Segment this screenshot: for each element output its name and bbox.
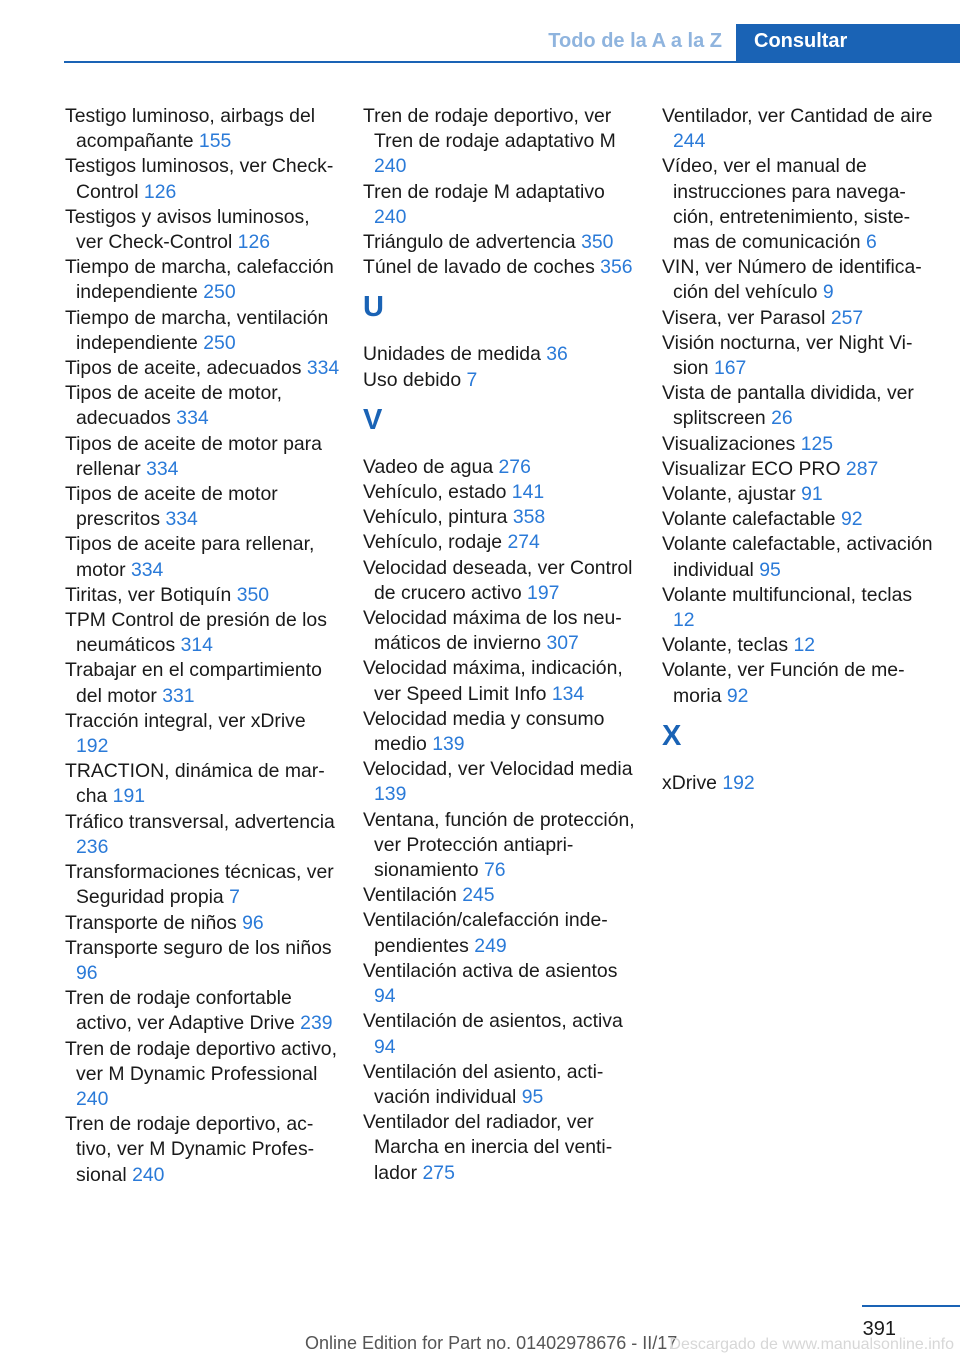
index-column-1 — [65, 104, 341, 1188]
edition-footer: Online Edition for Part no. 01402978676 - II/17 — [305, 1333, 678, 1353]
index-entry — [65, 608, 341, 658]
index-entry — [65, 356, 341, 381]
index-entry-text: Tiempo de marcha, calefacción independiente — [65, 256, 334, 304]
index-entry — [662, 154, 938, 255]
index-entry-text: Tipos de aceite de motor, adecuados — [65, 382, 283, 430]
page-link[interactable]: 236 — [76, 835, 109, 858]
page-link[interactable]: 95 — [759, 558, 781, 581]
index-entry — [65, 583, 341, 608]
index-entry — [363, 757, 639, 807]
page-link[interactable]: 12 — [793, 634, 816, 657]
index-entry — [662, 381, 938, 431]
page-link[interactable]: 141 — [511, 481, 545, 504]
index-entry-text: Túnel de lavado de coches — [363, 256, 595, 279]
index-entry — [65, 1112, 341, 1188]
index-letter-heading: X — [662, 719, 682, 752]
page-link[interactable]: 94 — [374, 985, 396, 1008]
index-letter-heading: U — [363, 291, 384, 324]
index-entry — [65, 709, 341, 759]
index-entry-text: Tren de rodaje confortable activo, ver Adaptive Drive — [65, 987, 295, 1035]
index-entry — [65, 432, 341, 482]
page-link[interactable]: 274 — [507, 531, 540, 554]
index-entry-text: Tracción integral, ver xDrive — [65, 709, 306, 732]
index-entry-text: Volante, ajustar — [662, 483, 796, 506]
index-entry — [662, 331, 938, 381]
index-entry-text: Ventilación/calefacción independientes — [363, 909, 608, 957]
page-link[interactable]: 249 — [474, 934, 507, 957]
index-entry — [662, 482, 938, 507]
page-link[interactable]: 334 — [130, 558, 164, 581]
index-entry-text: Transformaciones técnicas, ver Seguridad propia — [65, 861, 334, 909]
index-entry-text: Unidades de medida — [363, 343, 541, 366]
index-entry-text: Testigo luminoso, airbags del acompañante — [65, 105, 316, 153]
page-link[interactable]: 91 — [801, 483, 823, 506]
index-entry-text: Tren de rodaje M adaptativo — [363, 180, 605, 203]
index-entry-text: Tren de rodaje deportivo, activo, ver M Dynamic Professional — [65, 1113, 315, 1186]
index-entry — [363, 230, 639, 255]
tab-consultar[interactable]: Consultar — [736, 24, 960, 63]
index-entry-text: Visualizar ECO PRO — [662, 457, 841, 480]
page-link[interactable]: 331 — [162, 684, 195, 707]
index-entry — [363, 808, 639, 884]
page-link[interactable]: 356 — [600, 256, 633, 279]
page-link[interactable]: 358 — [512, 506, 546, 529]
index-entry-text: Transporte de niños — [65, 911, 237, 934]
index-entry — [65, 658, 341, 708]
page-link[interactable]: 139 — [432, 733, 465, 756]
index-entry — [363, 1060, 639, 1110]
page-link[interactable]: 192 — [76, 735, 109, 758]
index-entry-text: Transporte seguro de los niños — [65, 936, 332, 959]
page-link[interactable]: 276 — [498, 455, 531, 478]
index-entry-text: Tipos de aceite para rellenar, motor — [65, 533, 315, 581]
index-entry-text: Ventilador del radiador, ver Marcha en inercia del ventilador — [363, 1111, 613, 1184]
index-entry — [363, 1009, 639, 1059]
index-entry — [662, 432, 938, 457]
index-entry — [363, 505, 639, 530]
index-entry-text: Tipos de aceite de motor para rellenar — [65, 432, 322, 480]
index-column-2 — [363, 104, 639, 1186]
index-entry — [662, 633, 938, 658]
page-link[interactable]: 134 — [551, 682, 585, 705]
index-entry — [65, 911, 341, 936]
index-entry-text: Vehículo, estado — [363, 481, 507, 504]
page-link[interactable]: 334 — [306, 357, 340, 380]
index-column-3 — [662, 104, 938, 796]
page-link[interactable]: 95 — [521, 1085, 544, 1108]
index-entry — [662, 532, 938, 582]
index-entry-text: Velocidad, ver Velocidad media — [363, 758, 633, 781]
index-entry — [363, 455, 639, 480]
page-link[interactable]: 9 — [822, 281, 834, 304]
index-entry — [363, 255, 639, 280]
index-entry — [65, 255, 341, 305]
page-link[interactable]: 245 — [462, 884, 495, 907]
page-link[interactable]: 76 — [483, 859, 506, 882]
index-entry — [65, 482, 341, 532]
index-entry-text: Ventilación activa de asientos — [363, 959, 618, 982]
page-link[interactable]: 350 — [236, 583, 270, 606]
index-entry-text: Ventilación — [363, 884, 457, 907]
index-entry — [662, 658, 938, 708]
index-entry-text: Volante multifuncional, teclas — [662, 583, 913, 606]
page-link[interactable]: 12 — [673, 609, 695, 632]
index-entry-text: Volante, teclas — [662, 634, 789, 657]
index-entry-text: Tipos de aceite, adecuados — [65, 357, 302, 380]
index-entry — [662, 507, 938, 532]
index-entry-text: Visión nocturna, ver Night Vision — [662, 331, 913, 380]
index-entry-text: Volante calefactable — [662, 508, 836, 531]
footer-rule — [862, 1305, 960, 1307]
index-entry-text: Tipos de aceite de motor prescritos — [65, 483, 278, 531]
index-entry — [65, 104, 341, 154]
page-link[interactable]: 334 — [176, 407, 209, 430]
page-link[interactable]: 192 — [722, 771, 755, 794]
index-letter-heading: V — [363, 403, 383, 436]
page-link[interactable]: 6 — [865, 231, 877, 254]
page-link[interactable]: 334 — [165, 508, 198, 531]
index-entry-text: Ventilador, ver Cantidad de aire — [662, 105, 933, 127]
index-entry — [662, 104, 938, 154]
index-entry — [65, 381, 341, 431]
index-entry — [363, 104, 639, 180]
page-link[interactable]: 240 — [374, 155, 407, 178]
index-entry — [662, 306, 938, 331]
index-entry-text: Vista de pantalla dividida, ver splitscreen — [662, 382, 914, 430]
index-entry — [662, 457, 938, 482]
page-link[interactable]: 139 — [374, 783, 407, 806]
index-entry-text: xDrive — [662, 771, 717, 794]
page-link[interactable]: 126 — [143, 180, 177, 203]
index-entry — [363, 707, 639, 757]
page-link[interactable]: 257 — [830, 306, 864, 329]
index-entry-text: TRACTION, dinámica de marcha — [65, 760, 325, 808]
index-entry — [65, 154, 341, 204]
index-entry — [662, 255, 938, 305]
page-link[interactable]: 7 — [229, 886, 240, 909]
index-entry — [662, 583, 938, 633]
index-entry-text: Velocidad deseada, ver Control de crucero activo — [363, 556, 633, 604]
page-link[interactable]: 250 — [203, 281, 236, 304]
index-entry-text: Velocidad máxima, indicación, ver Speed Limit Info — [363, 657, 623, 705]
index-entry-text: Visera, ver Parasol — [662, 306, 826, 329]
page-link[interactable]: 350 — [581, 231, 614, 254]
index-entry — [363, 606, 639, 656]
page-number: 391 — [862, 1318, 896, 1340]
index-entry-text: Vídeo, ver el manual de instrucciones para navegación, entretenimiento, sistemas de comunicación — [662, 155, 911, 254]
index-entry — [65, 205, 341, 255]
index-entry-text: Trabajar en el compartimiento del motor — [65, 659, 322, 707]
index-entry — [363, 530, 639, 555]
index-entry — [363, 1110, 639, 1186]
index-entry-text: Ventilación del asiento, activación individual — [363, 1060, 604, 1108]
page-link[interactable]: 155 — [198, 130, 232, 153]
index-entry-text: Volante calefactable, activación individual — [662, 533, 933, 581]
index-entry-text: Vehículo, rodaje — [363, 531, 503, 554]
index-entry — [662, 771, 938, 796]
index-entry-text: Testigos luminosos, ver Check-Control — [65, 155, 334, 203]
page-link[interactable]: 167 — [713, 357, 747, 380]
index-entry-text: Visualizaciones — [662, 432, 796, 455]
index-entry — [363, 368, 639, 393]
index-entry — [65, 532, 341, 582]
index-entry — [363, 883, 639, 908]
page-link[interactable]: 239 — [300, 1012, 333, 1035]
index-entry-text: Tren de rodaje deportivo activo, ver M Dynamic Professional — [65, 1037, 337, 1085]
page-link[interactable]: 92 — [840, 508, 863, 531]
page-link[interactable]: 307 — [546, 632, 579, 655]
index-entry-text: Vehículo, pintura — [363, 506, 508, 529]
index-entry-text: Tiempo de marcha, ventilación independiente — [65, 306, 329, 354]
index-entry — [363, 180, 639, 230]
index-entry — [65, 306, 341, 356]
page-link[interactable]: 244 — [673, 130, 706, 153]
page-link[interactable]: 92 — [726, 684, 749, 707]
index-entry — [363, 480, 639, 505]
page-link[interactable]: 240 — [374, 205, 407, 228]
index-entry-text: Testigos y avisos luminosos, ver Check-Control — [65, 205, 310, 254]
index-entry — [65, 1037, 341, 1113]
page-link[interactable]: 96 — [76, 961, 98, 984]
index-entry — [363, 556, 639, 606]
page-link[interactable]: 275 — [422, 1161, 455, 1184]
page-link[interactable]: 126 — [237, 231, 271, 254]
index-entry-text: Ventilación de asientos, activa — [363, 1010, 623, 1033]
index-entry-text: TPM Control de presión de los neumáticos — [65, 609, 327, 657]
index-entry-text: VIN, ver Número de identificación del vehículo — [662, 256, 922, 304]
index-entry-text: Ventana, función de protección, ver Protección antiaprisionamiento — [363, 808, 635, 882]
index-entry-text: Volante, ver Función de memoria — [662, 659, 905, 707]
page-link[interactable]: 36 — [546, 343, 568, 366]
index-entry — [363, 656, 639, 706]
index-entry — [65, 936, 341, 986]
index-entry-text: Tren de rodaje deportivo, ver Tren de rodaje adaptativo M — [363, 105, 616, 153]
index-entry — [363, 959, 639, 1009]
page-link[interactable]: 197 — [527, 581, 560, 604]
index-entry — [65, 810, 341, 860]
index-entry — [65, 860, 341, 910]
index-entry — [65, 759, 341, 809]
page-link[interactable]: 314 — [180, 634, 213, 657]
page-link[interactable]: 334 — [146, 457, 179, 480]
index-entry-text: Triángulo de advertencia — [363, 231, 576, 254]
watermark: Descargado de www.manualsonline.info — [669, 1336, 954, 1353]
page-link[interactable]: 191 — [112, 785, 146, 808]
page-link[interactable]: 7 — [466, 368, 478, 391]
page-link[interactable]: 250 — [203, 331, 236, 354]
page-link[interactable]: 240 — [76, 1087, 109, 1110]
index-entry-text: Tiritas, ver Botiquín — [65, 583, 232, 606]
page-link[interactable]: 240 — [132, 1163, 165, 1186]
page-link[interactable]: 26 — [771, 407, 793, 430]
index-entry — [65, 986, 341, 1036]
index-entry-text: Velocidad media y consumo medio — [363, 707, 605, 756]
index-entry — [363, 342, 639, 367]
page-link[interactable]: 94 — [374, 1035, 396, 1058]
page-link[interactable]: 96 — [242, 911, 264, 934]
index-entry-text: Tráfico transversal, advertencia — [65, 810, 335, 833]
page-link[interactable]: 287 — [845, 457, 879, 480]
index-entry-text: Velocidad máxima de los neumáticos de invierno — [363, 607, 622, 655]
index-entry-text: Uso debido — [363, 368, 462, 391]
index-entry-text: Vadeo de agua — [363, 455, 494, 478]
index-entry — [363, 908, 639, 958]
header-section-title[interactable]: Todo de la A a la Z — [548, 30, 722, 52]
page-link[interactable]: 125 — [800, 432, 834, 455]
